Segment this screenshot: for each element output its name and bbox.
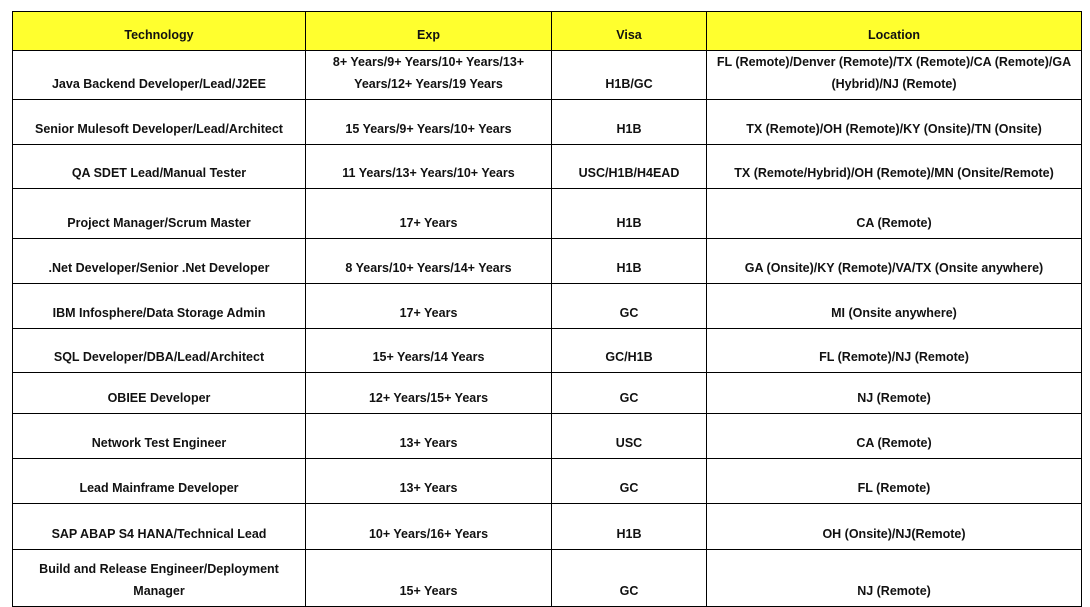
table-row — [13, 51, 1082, 100]
table-row — [13, 100, 1082, 145]
location-cell: CA (Remote) — [707, 189, 1082, 239]
location-cell: NJ (Remote) — [707, 373, 1082, 414]
location-cell: CA (Remote) — [707, 414, 1082, 459]
exp-cell: 13+ Years — [306, 414, 552, 459]
visa-cell: H1B — [552, 504, 707, 550]
table-row — [13, 284, 1082, 329]
exp-cell: 17+ Years — [306, 189, 552, 239]
technology-cell: SQL Developer/DBA/Lead/Architect — [13, 329, 306, 373]
exp-cell: 12+ Years/15+ Years — [306, 373, 552, 414]
exp-cell: 8+ Years/9+ Years/10+ Years/13+ Years/12+ Years/19 Years — [306, 51, 552, 100]
visa-cell: H1B — [552, 100, 707, 145]
location-cell: OH (Onsite)/NJ(Remote) — [707, 504, 1082, 550]
exp-cell: 15+ Years — [306, 550, 552, 607]
table-row — [13, 145, 1082, 189]
location-cell: TX (Remote/Hybrid)/OH (Remote)/MN (Onsite/Remote) — [707, 145, 1082, 189]
exp-cell: 13+ Years — [306, 459, 552, 504]
table-row — [13, 189, 1082, 239]
location-cell: FL (Remote)/NJ (Remote) — [707, 329, 1082, 373]
technology-cell: Build and Release Engineer/Deployment Manager — [13, 550, 306, 607]
exp-cell: 15+ Years/14 Years — [306, 329, 552, 373]
visa-cell: GC — [552, 284, 707, 329]
technology-cell: Lead Mainframe Developer — [13, 459, 306, 504]
location-cell: FL (Remote)/Denver (Remote)/TX (Remote)/CA (Remote)/GA (Hybrid)/NJ (Remote) — [707, 51, 1082, 100]
exp-cell: 17+ Years — [306, 284, 552, 329]
location-cell: TX (Remote)/OH (Remote)/KY (Onsite)/TN (Onsite) — [707, 100, 1082, 145]
table-row — [13, 504, 1082, 550]
visa-cell: GC — [552, 373, 707, 414]
visa-cell: H1B/GC — [552, 51, 707, 100]
technology-cell: Senior Mulesoft Developer/Lead/Architect — [13, 100, 306, 145]
technology-cell: OBIEE Developer — [13, 373, 306, 414]
header-visa: Visa — [552, 12, 707, 51]
table-row — [13, 373, 1082, 414]
table-row — [13, 329, 1082, 373]
location-cell: FL (Remote) — [707, 459, 1082, 504]
technology-cell: Network Test Engineer — [13, 414, 306, 459]
visa-cell: USC/H1B/H4EAD — [552, 145, 707, 189]
technology-cell: QA SDET Lead/Manual Tester — [13, 145, 306, 189]
header-exp: Exp — [306, 12, 552, 51]
location-cell: GA (Onsite)/KY (Remote)/VA/TX (Onsite anywhere) — [707, 239, 1082, 284]
visa-cell: GC/H1B — [552, 329, 707, 373]
technology-cell: Project Manager/Scrum Master — [13, 189, 306, 239]
job-requirements-table — [12, 11, 1082, 607]
table-row — [13, 550, 1082, 607]
visa-cell: USC — [552, 414, 707, 459]
exp-cell: 15 Years/9+ Years/10+ Years — [306, 100, 552, 145]
exp-cell: 10+ Years/16+ Years — [306, 504, 552, 550]
exp-cell: 11 Years/13+ Years/10+ Years — [306, 145, 552, 189]
visa-cell: GC — [552, 459, 707, 504]
table-row — [13, 239, 1082, 284]
technology-cell: Java Backend Developer/Lead/J2EE — [13, 51, 306, 100]
visa-cell: GC — [552, 550, 707, 607]
visa-cell: H1B — [552, 189, 707, 239]
technology-cell: IBM Infosphere/Data Storage Admin — [13, 284, 306, 329]
visa-cell: H1B — [552, 239, 707, 284]
header-technology: Technology — [13, 12, 306, 51]
header-row — [13, 12, 1082, 51]
exp-cell: 8 Years/10+ Years/14+ Years — [306, 239, 552, 284]
location-cell: NJ (Remote) — [707, 550, 1082, 607]
technology-cell: .Net Developer/Senior .Net Developer — [13, 239, 306, 284]
header-location: Location — [707, 12, 1082, 51]
table-row — [13, 414, 1082, 459]
technology-cell: SAP ABAP S4 HANA/Technical Lead — [13, 504, 306, 550]
location-cell: MI (Onsite anywhere) — [707, 284, 1082, 329]
table-row — [13, 459, 1082, 504]
